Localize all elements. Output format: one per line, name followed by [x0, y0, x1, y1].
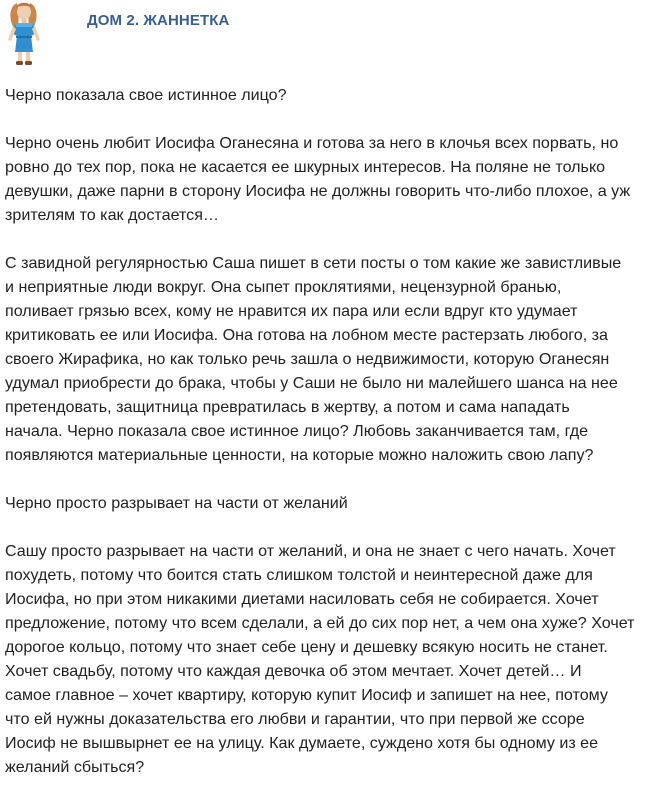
text-line: претендовать, защитница превратилась в жертву, а потом и сама нападать — [5, 398, 570, 416]
text-line: похудеть, потому что боится стать слишком толстой и неинтересной даже для — [5, 566, 593, 584]
text-line: ровно до тех пор, пока не касается ее шкурных интересов. На поляне не только — [5, 158, 606, 176]
text-line: критиковать ее или Иосифа. Она готова на лобном месте растерзать любого, за — [5, 326, 609, 344]
post-header — [0, 0, 670, 70]
text-line: и неприятные люди вокруг. Она сыпет проклятиями, нецензурной бранью, — [5, 278, 562, 296]
text-line: Черно очень любит Иосифа Оганесяна и готова за него в клочья всех порвать, но — [5, 134, 619, 152]
text-line: удумал приобрести до брака, чтобы у Саши не было ни малейшего шанса на нее — [5, 374, 618, 392]
subheading-desires: Черно просто разрывает на части от желаний — [5, 494, 348, 512]
text-line: что ей нужны доказательства его любви и гарантии, что при первой же ссоре — [5, 710, 585, 728]
text-line: зрителям то как достается… — [5, 206, 220, 224]
text-line: желаний сбыться? — [5, 758, 145, 776]
text-line: начала. Черно показала свое истинное лицо? Любовь заканчивается там, где — [5, 422, 589, 440]
paragraph-love — [5, 131, 667, 227]
text-line: Хочет свадьбу, потому что каждая девочка об этом мечтает. Хочет детей… И — [5, 662, 582, 680]
text-line: Иосифа, но при этом никакими диетами насиловать себя не собирается. Хочет — [5, 590, 599, 608]
text-line: С завидной регулярностью Саша пишет в сети посты о том какие же завистливые — [5, 254, 622, 272]
avatar[interactable] — [0, 0, 48, 66]
text-line: поливает грязью всех, кому не нравится их пара или если вдруг кто удумает — [5, 302, 578, 320]
text-line: своего Жирафика, но как только речь зашла о недвижимости, которую Оганесян — [5, 350, 610, 368]
post-text — [5, 83, 667, 779]
text-line: дорогое кольцо, потому что знает себе цену и дешевку всякую носить не станет. — [5, 638, 608, 656]
text-line: появляются материальные ценности, на которые можно наложить свою лапу? — [5, 446, 594, 464]
subheading-truth: Черно показала свое истинное лицо? — [5, 86, 287, 104]
paragraph-desires — [5, 539, 667, 779]
text-line: предложение, потому что всем сделали, а ей до сих пор нет, а чем она хуже? Хочет — [5, 614, 635, 632]
text-line: Сашу просто разрывает на части от желаний, и она не знает с чего начать. Хочет — [5, 542, 616, 560]
text-line: девушки, даже парни в сторону Иосифа не должны говорить что-либо плохое, а уж — [5, 182, 631, 200]
girl-figure-icon — [0, 0, 48, 66]
text-line: самое главное – хочет квартиру, которую купит Иосиф и запишет на нее, потому — [5, 686, 608, 704]
page-title[interactable]: ДОМ 2. ЖАННЕТКА — [87, 12, 230, 29]
text-line: Иосиф не вышвырнет ее на улицу. Как думаете, суждено хотя бы одному из ее — [5, 734, 599, 752]
paragraph-posts — [5, 251, 667, 467]
